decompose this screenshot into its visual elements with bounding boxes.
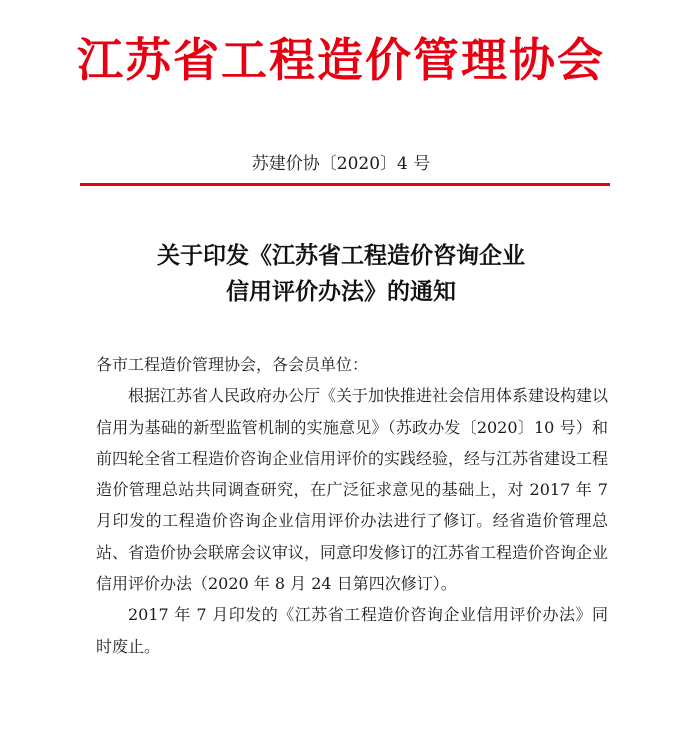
title-line-1: 关于印发《江苏省工程造价咨询企业 — [157, 242, 525, 269]
body-paragraph-1: 根据江苏省人民政府办公厅《关于加快推进社会信用体系建设构建以信用为基础的新型监管机制的实施意见》（苏政办发〔2020〕10 号）和前四轮全省工程造价咨询企业信用评价的实践经验，经与江苏省建设工程造价管理总站共同调查研究，在广泛征求意见的基础上，对 2017 年 7 月印发的工程造价咨询企业信用评价办法进行了修订。经省造价管理总站、省造价协会联席会议审议，同意印发修订的江苏省工程造价咨询企业信用评价办法（2020 年 8 月 24 日第四次修订）。 — [96, 386, 609, 594]
title-line-2: 信用评价办法》的通知 — [226, 278, 456, 305]
salutation: 各市工程造价管理协会，各会员单位： — [96, 355, 369, 374]
body-paragraph-2: 2017 年 7 月印发的《江苏省工程造价咨询企业信用评价办法》同时废止。 — [96, 605, 608, 656]
red-divider-line — [80, 183, 610, 186]
organization-header: 江苏省工程造价管理协会 — [77, 33, 605, 87]
document-number: 苏建价协〔2020〕4 号 — [251, 154, 431, 174]
document-title — [0, 238, 682, 310]
document-body — [96, 349, 608, 662]
